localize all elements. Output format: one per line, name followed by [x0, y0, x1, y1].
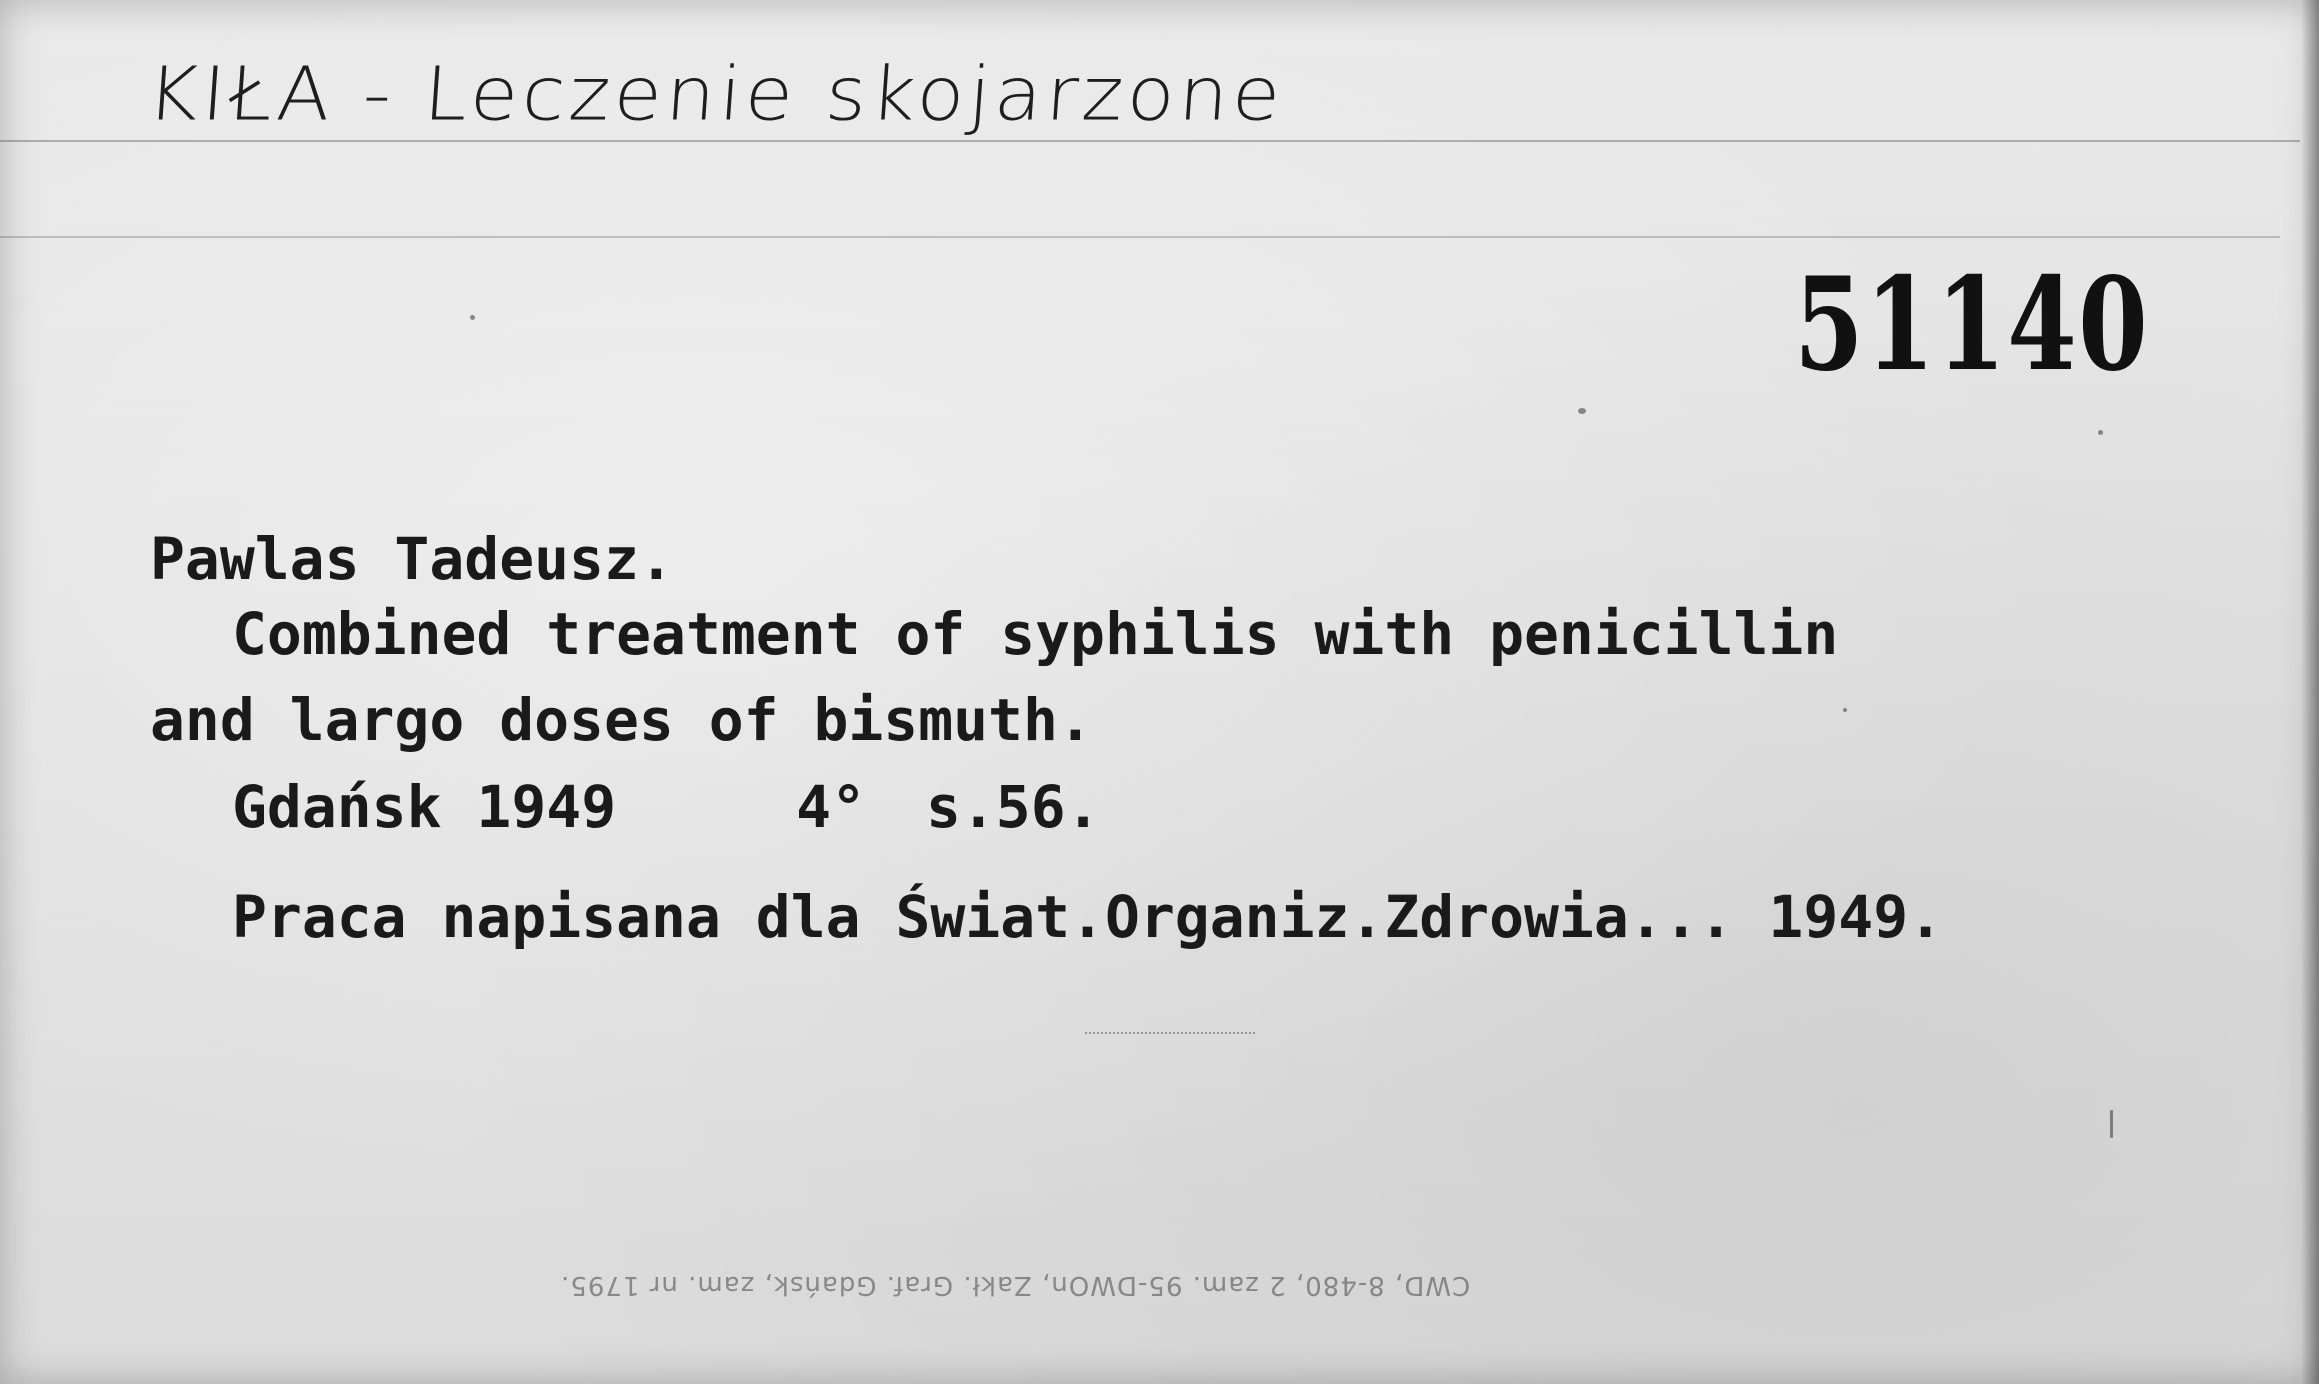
printer-mark: CWD, 8-480, 2 zam. 95-DWOn, Zakł. Graf. Gdańsk, zam. nr 1795. — [560, 1270, 1471, 1300]
heading-rule — [0, 140, 2300, 142]
pages: s.56. — [925, 773, 1101, 841]
title-line-2: and largo doses of bismuth. — [150, 686, 1093, 754]
speck — [2110, 1110, 2113, 1138]
place-year: Gdańsk 1949 — [232, 773, 617, 841]
speck — [1843, 708, 1847, 712]
format: 4° — [796, 773, 866, 841]
speck — [1578, 408, 1586, 414]
speck — [470, 315, 475, 320]
imprint-line — [232, 773, 1101, 841]
speck — [2098, 430, 2103, 435]
secondary-rule — [0, 236, 2280, 238]
author-line: Pawlas Tadeusz. — [150, 525, 674, 593]
dotted-divider — [1085, 1032, 1255, 1034]
subject-heading: KIŁA - Leczenie skojarzone — [144, 52, 1288, 138]
title-line-1: Combined treatment of syphilis with penicillin — [232, 600, 1839, 668]
note-line: Praca napisana dla Świat.Organiz.Zdrowia... 1949. — [232, 883, 1944, 951]
card-edge-shadow — [2301, 0, 2319, 1384]
accession-number: 51140 — [1793, 250, 2149, 400]
